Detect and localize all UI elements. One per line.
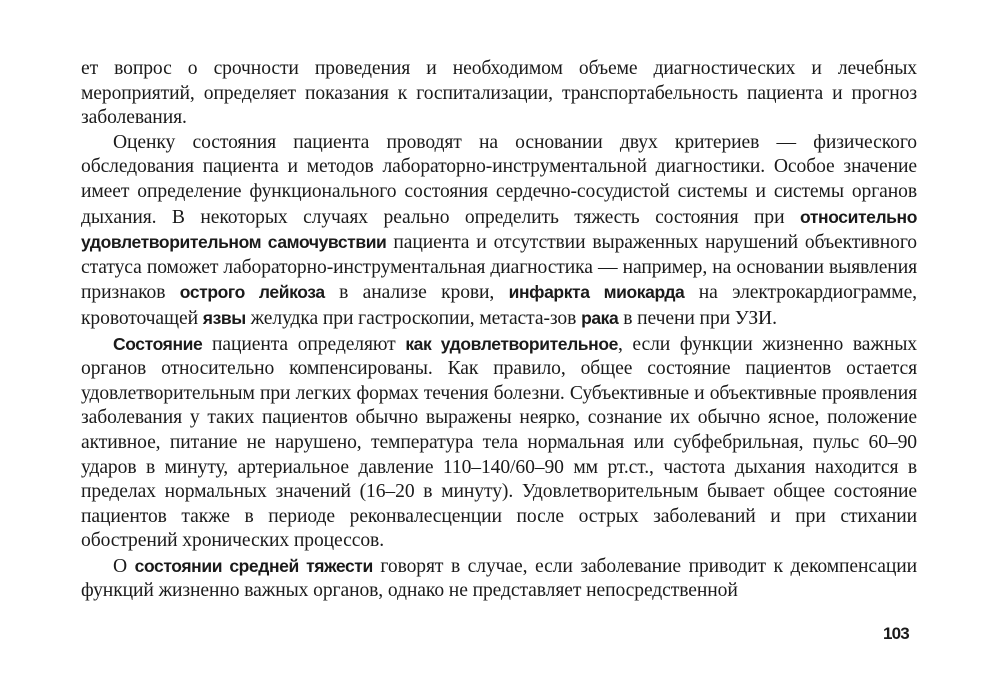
paragraph-2 bbox=[81, 131, 917, 332]
text-run: в анализе крови, bbox=[324, 282, 509, 304]
bold-term: как удовлетворительное bbox=[405, 333, 618, 354]
text-run: в печени при УЗИ. bbox=[618, 307, 777, 329]
bold-term: острого лейкоза bbox=[179, 282, 325, 303]
page-number: 103 bbox=[883, 624, 909, 643]
bold-term: язвы bbox=[202, 307, 246, 328]
text-run: пациента и отсутствии выраженных нарушений объективного статуса поможет лабораторно-инструментальная диагностика — например, на основании выявления признаков bbox=[81, 232, 917, 304]
text-run: , если функции жизненно важных органов относительно компенсированы. Как правило, общее состояние пациентов остается удовлетворительным при легких формах течения болезни. Субъективные и объективные проявления заболевания у таких пациентов обычно выражены неярко, сознание их обычно ясное, положение активное, питание не нарушено, температура тела нормальная или субфебрильная, пульс 60–90 ударов в минуту, артериальное давление 110–140/60–90 мм рт.ст., частота дыхания находится в пределах нормальных значений (16–20 в минуту). Удовлетворительным бывает общее состояние пациентов также в периоде реконвалесценции после острых заболеваний и при стихании обострений хронических процессов. bbox=[81, 333, 917, 552]
body-text bbox=[81, 57, 917, 604]
bold-term: состоянии средней тяжести bbox=[134, 555, 373, 576]
text-run: ет вопрос о срочности проведения и необходимом объеме диагностических и лечебных мероприятий, определяет показания к госпитализации, транспортабельность пациента и прогноз заболевания. bbox=[81, 58, 917, 129]
bold-term: относительно удовлетворительном самочувствии bbox=[81, 206, 917, 253]
text-run: пациента определяют bbox=[202, 333, 406, 355]
text-run: желудка при гастроскопии, метаста-зов bbox=[245, 307, 582, 329]
text-run: О bbox=[113, 555, 135, 577]
bold-term: Состояние bbox=[113, 333, 203, 354]
bold-term: инфаркта миокарда bbox=[508, 282, 685, 303]
paragraph-3 bbox=[81, 332, 917, 554]
text-run: говорят в случае, если заболевание приводит к декомпенсации функций жизненно важных органов, однако не представляет непосредственной bbox=[81, 555, 917, 602]
bold-term: рака bbox=[581, 307, 619, 328]
text-run: Оценку состояния пациента проводят на основании двух критериев — физического обследования пациента и методов лабораторно-инструментальной диагностики. Особое значение имеет определение функционального состояния сердечно-сосудистой системы и системы органов дыхания. В некоторых случаях реально определить тяжесть состояния при bbox=[81, 131, 917, 228]
paragraph-4 bbox=[81, 554, 917, 604]
paragraph-1 bbox=[81, 57, 917, 131]
text-run: на электрокардиограмме, кровоточащей bbox=[81, 282, 917, 329]
